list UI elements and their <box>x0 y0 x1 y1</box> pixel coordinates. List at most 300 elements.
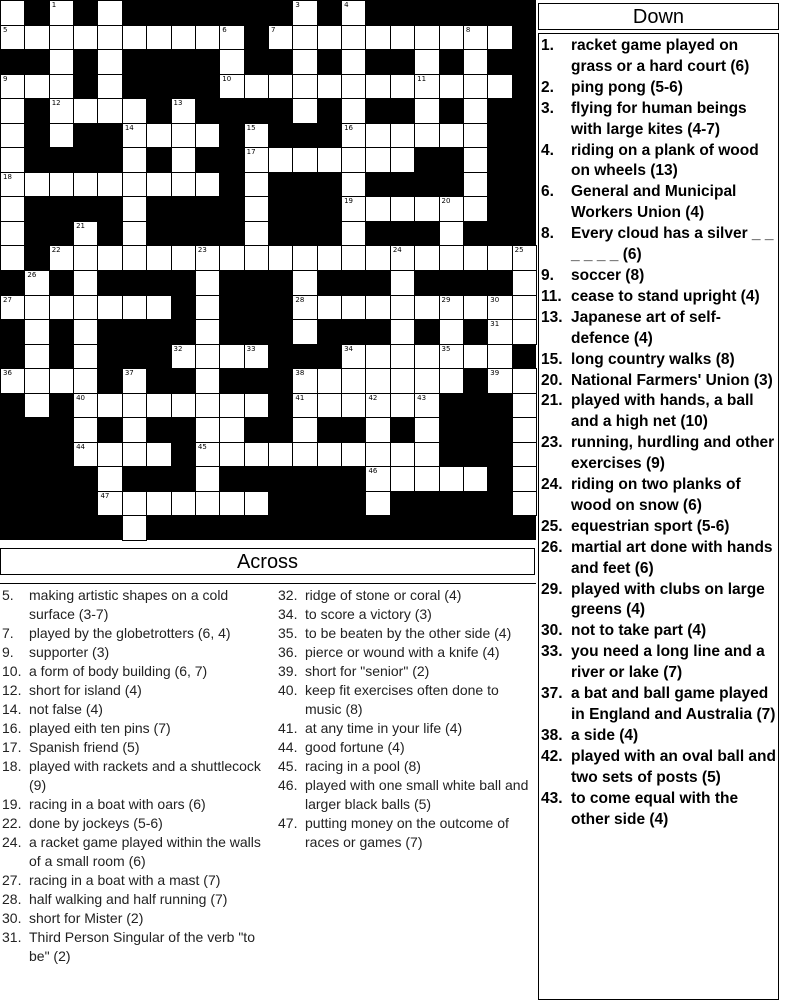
crossword-cell[interactable] <box>73 417 98 443</box>
crossword-grid <box>0 0 536 540</box>
crossword-cell[interactable] <box>49 368 74 394</box>
crossword-cell[interactable] <box>439 466 464 492</box>
clue-number: 38 <box>295 369 305 378</box>
crossword-cell[interactable] <box>341 442 366 468</box>
crossword-cell[interactable] <box>390 74 415 100</box>
clue-item <box>2 719 272 738</box>
crossword-cell[interactable] <box>122 98 147 124</box>
crossword-cell[interactable] <box>317 245 342 271</box>
crossword-cell[interactable] <box>365 344 390 370</box>
crossword-cell[interactable] <box>244 491 269 517</box>
crossword-cell[interactable] <box>219 417 244 443</box>
crossword-cell[interactable] <box>195 466 220 492</box>
crossword-cell[interactable] <box>171 98 196 124</box>
crossword-cell[interactable] <box>512 319 537 345</box>
crossword-cell[interactable] <box>414 466 439 492</box>
crossword-cell[interactable] <box>122 123 147 149</box>
crossword-cell[interactable] <box>512 270 537 296</box>
crossword-cell[interactable] <box>390 466 415 492</box>
crossword-cell[interactable] <box>292 393 317 419</box>
crossword-cell[interactable] <box>219 491 244 517</box>
crossword-cell[interactable] <box>122 295 147 321</box>
clue-item <box>278 681 534 719</box>
clue-item <box>278 643 534 662</box>
crossword-cell[interactable] <box>487 368 512 394</box>
crossword-cell[interactable] <box>24 393 49 419</box>
crossword-cell[interactable] <box>292 147 317 173</box>
crossword-cell[interactable] <box>24 172 49 198</box>
crossword-cell[interactable] <box>414 393 439 419</box>
crossword-cell[interactable] <box>341 123 366 149</box>
crossword-cell[interactable] <box>195 295 220 321</box>
clue-number-label: 33. <box>541 643 563 661</box>
crossword-cell[interactable] <box>219 49 244 75</box>
crossword-cell[interactable] <box>414 74 439 100</box>
crossword-cell[interactable] <box>365 245 390 271</box>
crossword-cell[interactable] <box>97 466 122 492</box>
crossword-cell[interactable] <box>439 74 464 100</box>
crossword-cell[interactable] <box>73 442 98 468</box>
clue-text: played by the globetrotters (6, 4) <box>29 625 231 641</box>
clue-text: racing in a pool (8) <box>305 758 421 774</box>
crossword-cell[interactable] <box>73 270 98 296</box>
crossword-cell[interactable] <box>463 74 488 100</box>
crossword-cell[interactable] <box>219 442 244 468</box>
crossword-cell[interactable] <box>122 147 147 173</box>
crossword-cell[interactable] <box>244 245 269 271</box>
crossword-cell[interactable] <box>171 172 196 198</box>
crossword-cell[interactable] <box>73 25 98 51</box>
crossword-cell[interactable] <box>0 98 25 124</box>
crossword-cell[interactable] <box>24 368 49 394</box>
crossword-cell[interactable] <box>292 368 317 394</box>
crossword-cell[interactable] <box>341 295 366 321</box>
clue-number-label: 6. <box>541 183 554 201</box>
clue-text: running, hurdling and other exercises (9) <box>571 434 775 473</box>
crossword-cell[interactable] <box>292 25 317 51</box>
crossword-cell[interactable] <box>317 368 342 394</box>
crossword-cell[interactable] <box>244 393 269 419</box>
crossword-cell[interactable] <box>219 393 244 419</box>
crossword-cell[interactable] <box>244 74 269 100</box>
crossword-cell[interactable] <box>414 442 439 468</box>
crossword-cell[interactable] <box>73 295 98 321</box>
crossword-cell[interactable] <box>439 368 464 394</box>
crossword-cell[interactable] <box>292 417 317 443</box>
clue-number-label: 13. <box>541 308 563 326</box>
clue-text: ridge of stone or coral (4) <box>305 587 462 603</box>
crossword-cell[interactable] <box>146 442 171 468</box>
crossword-cell[interactable] <box>0 221 25 247</box>
crossword-cell[interactable] <box>292 0 317 26</box>
crossword-cell[interactable] <box>49 49 74 75</box>
crossword-cell[interactable] <box>73 319 98 345</box>
crossword-cell[interactable] <box>292 319 317 345</box>
crossword-cell[interactable] <box>341 196 366 222</box>
crossword-cell[interactable] <box>512 393 537 419</box>
crossword-cell[interactable] <box>0 74 25 100</box>
crossword-cell[interactable] <box>122 368 147 394</box>
clue-text: to come equal with the other side (4) <box>571 789 739 828</box>
crossword-cell[interactable] <box>49 98 74 124</box>
crossword-cell[interactable] <box>0 196 25 222</box>
crossword-cell[interactable] <box>97 49 122 75</box>
crossword-cell[interactable] <box>390 319 415 345</box>
crossword-cell[interactable] <box>122 196 147 222</box>
crossword-cell[interactable] <box>219 245 244 271</box>
crossword-cell[interactable] <box>171 123 196 149</box>
clue-number: 1 <box>51 1 57 9</box>
crossword-cell[interactable] <box>463 466 488 492</box>
crossword-cell[interactable] <box>414 245 439 271</box>
crossword-cell[interactable] <box>414 25 439 51</box>
crossword-cell[interactable] <box>341 98 366 124</box>
crossword-cell[interactable] <box>195 491 220 517</box>
crossword-cell[interactable] <box>122 221 147 247</box>
crossword-cell[interactable] <box>390 393 415 419</box>
crossword-cell[interactable] <box>244 123 269 149</box>
clue-number: 34 <box>344 344 353 353</box>
crossword-cell[interactable] <box>0 368 25 394</box>
crossword-cell[interactable] <box>268 442 293 468</box>
crossword-cell[interactable] <box>292 49 317 75</box>
crossword-cell[interactable] <box>0 0 25 26</box>
crossword-cell[interactable] <box>219 25 244 51</box>
crossword-cell[interactable] <box>97 74 122 100</box>
crossword-cell[interactable] <box>365 147 390 173</box>
crossword-cell[interactable] <box>24 319 49 345</box>
crossword-cell[interactable] <box>73 245 98 271</box>
crossword-cell[interactable] <box>0 295 25 321</box>
crossword-cell[interactable] <box>414 344 439 370</box>
crossword-cell[interactable] <box>439 245 464 271</box>
clue-number-label: 14. <box>2 701 22 717</box>
across-clue-list-right <box>278 586 534 852</box>
clue-item <box>541 475 777 517</box>
clue-item <box>278 624 534 643</box>
crossword-cell[interactable] <box>463 344 488 370</box>
crossword-cell[interactable] <box>463 172 488 198</box>
crossword-cell[interactable] <box>219 344 244 370</box>
crossword-cell[interactable] <box>463 49 488 75</box>
clue-item <box>2 700 272 719</box>
crossword-cell[interactable] <box>73 393 98 419</box>
crossword-cell[interactable] <box>244 172 269 198</box>
crossword-cell[interactable] <box>122 245 147 271</box>
crossword-cell[interactable] <box>439 25 464 51</box>
crossword-cell[interactable] <box>0 123 25 149</box>
crossword-cell[interactable] <box>195 319 220 345</box>
crossword-cell[interactable] <box>244 442 269 468</box>
crossword-cell[interactable] <box>414 49 439 75</box>
clue-number-label: 1. <box>541 37 554 54</box>
crossword-cell[interactable] <box>317 25 342 51</box>
crossword-cell[interactable] <box>244 147 269 173</box>
crossword-cell[interactable] <box>49 295 74 321</box>
crossword-cell[interactable] <box>341 172 366 198</box>
crossword-cell[interactable] <box>73 172 98 198</box>
crossword-cell[interactable] <box>171 25 196 51</box>
clue-number: 15 <box>246 123 256 132</box>
crossword-cell[interactable] <box>365 442 390 468</box>
crossword-cell[interactable] <box>268 74 293 100</box>
crossword-cell[interactable] <box>97 442 122 468</box>
crossword-cell[interactable] <box>390 245 415 271</box>
crossword-cell[interactable] <box>195 270 220 296</box>
crossword-cell[interactable] <box>122 515 147 541</box>
crossword-cell[interactable] <box>487 344 512 370</box>
crossword-cell[interactable] <box>49 25 74 51</box>
crossword-cell[interactable] <box>487 245 512 271</box>
crossword-cell[interactable] <box>390 270 415 296</box>
crossword-cell[interactable] <box>146 393 171 419</box>
clue-number-label: 18. <box>2 758 22 774</box>
crossword-cell[interactable] <box>146 123 171 149</box>
crossword-cell[interactable] <box>463 123 488 149</box>
crossword-cell[interactable] <box>365 295 390 321</box>
clue-number-label: 42. <box>541 747 563 765</box>
crossword-cell[interactable] <box>414 368 439 394</box>
crossword-cell[interactable] <box>244 344 269 370</box>
crossword-cell[interactable] <box>146 172 171 198</box>
crossword-cell[interactable] <box>97 245 122 271</box>
crossword-cell[interactable] <box>146 491 171 517</box>
crossword-cell[interactable] <box>390 147 415 173</box>
clue-number: 45 <box>197 442 207 451</box>
clue-text: equestrian sport (5-6) <box>571 517 730 535</box>
crossword-cell[interactable] <box>487 319 512 345</box>
crossword-cell[interactable] <box>341 25 366 51</box>
crossword-cell[interactable] <box>292 98 317 124</box>
crossword-cell[interactable] <box>244 196 269 222</box>
crossword-cell[interactable] <box>317 295 342 321</box>
crossword-cell[interactable] <box>439 221 464 247</box>
clue-number: 12 <box>51 99 61 108</box>
crossword-cell[interactable] <box>195 123 220 149</box>
clue-number-label: 44. <box>278 739 298 755</box>
crossword-cell[interactable] <box>97 295 122 321</box>
crossword-cell[interactable] <box>365 393 390 419</box>
crossword-cell[interactable] <box>195 25 220 51</box>
clue-number: 31 <box>490 320 500 329</box>
crossword-cell[interactable] <box>97 491 122 517</box>
crossword-cell[interactable] <box>73 368 98 394</box>
crossword-cell[interactable] <box>0 172 25 198</box>
crossword-cell[interactable] <box>341 393 366 419</box>
crossword-cell[interactable] <box>317 393 342 419</box>
crossword-cell[interactable] <box>463 295 488 321</box>
crossword-cell[interactable] <box>0 245 25 271</box>
crossword-cell[interactable] <box>171 147 196 173</box>
clue-number-label: 15. <box>541 350 563 368</box>
crossword-cell[interactable] <box>390 368 415 394</box>
crossword-cell[interactable] <box>195 417 220 443</box>
crossword-cell[interactable] <box>439 196 464 222</box>
clue-number: 11 <box>417 74 427 83</box>
crossword-cell[interactable] <box>317 442 342 468</box>
crossword-cell[interactable] <box>146 25 171 51</box>
crossword-cell[interactable] <box>365 74 390 100</box>
crossword-cell[interactable] <box>24 295 49 321</box>
crossword-cell[interactable] <box>24 344 49 370</box>
crossword-cell[interactable] <box>512 417 537 443</box>
crossword-cell[interactable] <box>512 442 537 468</box>
crossword-cell[interactable] <box>73 98 98 124</box>
crossword-cell[interactable] <box>365 123 390 149</box>
crossword-cell[interactable] <box>390 25 415 51</box>
crossword-cell[interactable] <box>341 49 366 75</box>
crossword-cell[interactable] <box>0 147 25 173</box>
crossword-cell[interactable] <box>341 147 366 173</box>
crossword-cell[interactable] <box>73 221 98 247</box>
crossword-cell[interactable] <box>171 491 196 517</box>
crossword-cell[interactable] <box>439 123 464 149</box>
crossword-cell[interactable] <box>390 123 415 149</box>
crossword-cell[interactable] <box>512 491 537 517</box>
crossword-cell[interactable] <box>146 245 171 271</box>
crossword-cell[interactable] <box>268 25 293 51</box>
crossword-cell[interactable] <box>244 221 269 247</box>
crossword-cell[interactable] <box>365 417 390 443</box>
clue-item <box>278 662 534 681</box>
crossword-cell[interactable] <box>49 245 74 271</box>
crossword-cell[interactable] <box>414 295 439 321</box>
crossword-cell[interactable] <box>512 368 537 394</box>
clue-text: a side (4) <box>571 726 639 744</box>
crossword-cell[interactable] <box>390 344 415 370</box>
crossword-cell[interactable] <box>463 245 488 271</box>
crossword-cell[interactable] <box>317 147 342 173</box>
clue-text: you need a long line and a river or lake (7) <box>571 643 765 682</box>
crossword-cell[interactable] <box>487 295 512 321</box>
crossword-cell[interactable] <box>365 368 390 394</box>
crossword-cell[interactable] <box>512 295 537 321</box>
crossword-cell[interactable] <box>341 74 366 100</box>
crossword-cell[interactable] <box>49 74 74 100</box>
crossword-cell[interactable] <box>463 25 488 51</box>
crossword-cell[interactable] <box>146 295 171 321</box>
crossword-cell[interactable] <box>171 393 196 419</box>
crossword-cell[interactable] <box>390 295 415 321</box>
crossword-cell[interactable] <box>122 172 147 198</box>
crossword-cell[interactable] <box>97 393 122 419</box>
crossword-cell[interactable] <box>122 393 147 419</box>
crossword-cell[interactable] <box>122 25 147 51</box>
crossword-cell[interactable] <box>268 147 293 173</box>
crossword-cell[interactable] <box>24 25 49 51</box>
crossword-cell[interactable] <box>463 98 488 124</box>
crossword-cell[interactable] <box>487 25 512 51</box>
crossword-cell[interactable] <box>292 245 317 271</box>
crossword-cell[interactable] <box>292 442 317 468</box>
crossword-cell[interactable] <box>292 270 317 296</box>
crossword-cell[interactable] <box>73 344 98 370</box>
crossword-cell[interactable] <box>365 196 390 222</box>
clue-number: 47 <box>100 491 110 500</box>
clue-item <box>541 538 777 580</box>
crossword-cell[interactable] <box>195 393 220 419</box>
crossword-cell[interactable] <box>0 25 25 51</box>
crossword-cell[interactable] <box>414 196 439 222</box>
crossword-cell[interactable] <box>414 417 439 443</box>
crossword-cell[interactable] <box>292 74 317 100</box>
crossword-cell[interactable] <box>195 245 220 271</box>
clue-item <box>541 371 777 392</box>
clue-item <box>2 586 272 624</box>
crossword-cell[interactable] <box>97 172 122 198</box>
crossword-cell[interactable] <box>341 368 366 394</box>
crossword-cell[interactable] <box>122 442 147 468</box>
crossword-cell[interactable] <box>97 98 122 124</box>
crossword-cell[interactable] <box>195 368 220 394</box>
clue-item <box>2 681 272 700</box>
crossword-cell[interactable] <box>49 172 74 198</box>
crossword-cell[interactable] <box>365 491 390 517</box>
clue-number: 41 <box>295 393 305 402</box>
crossword-cell[interactable] <box>317 74 342 100</box>
clue-text: Japanese art of self-defence (4) <box>571 308 721 347</box>
crossword-cell[interactable] <box>122 417 147 443</box>
clue-text: half walking and half running (7) <box>29 891 228 907</box>
crossword-cell[interactable] <box>24 74 49 100</box>
clue-number-label: 9. <box>541 266 554 284</box>
crossword-cell[interactable] <box>414 123 439 149</box>
crossword-cell[interactable] <box>463 196 488 222</box>
crossword-cell[interactable] <box>195 172 220 198</box>
crossword-cell[interactable] <box>414 98 439 124</box>
crossword-cell[interactable] <box>49 123 74 149</box>
crossword-cell[interactable] <box>439 295 464 321</box>
crossword-cell[interactable] <box>439 319 464 345</box>
clue-number-label: 31. <box>2 929 22 945</box>
crossword-cell[interactable] <box>195 344 220 370</box>
crossword-cell[interactable] <box>195 442 220 468</box>
crossword-cell[interactable] <box>365 25 390 51</box>
clue-item <box>2 890 272 909</box>
crossword-cell[interactable] <box>341 0 366 26</box>
clue-item <box>541 266 777 287</box>
crossword-cell[interactable] <box>219 74 244 100</box>
clue-number-label: 35. <box>278 625 298 641</box>
crossword-cell[interactable] <box>49 0 74 26</box>
crossword-cell[interactable] <box>365 466 390 492</box>
crossword-cell[interactable] <box>171 245 196 271</box>
crossword-cell[interactable] <box>512 466 537 492</box>
crossword-cell[interactable] <box>97 25 122 51</box>
crossword-cell[interactable] <box>439 344 464 370</box>
crossword-cell[interactable] <box>171 344 196 370</box>
crossword-cell[interactable] <box>292 295 317 321</box>
crossword-cell[interactable] <box>268 245 293 271</box>
crossword-cell[interactable] <box>24 270 49 296</box>
crossword-cell[interactable] <box>390 442 415 468</box>
clue-number: 40 <box>76 393 85 402</box>
clue-number-label: 21. <box>541 392 563 410</box>
crossword-cell[interactable] <box>463 147 488 173</box>
crossword-cell[interactable] <box>341 245 366 271</box>
clue-number: 24 <box>392 246 402 255</box>
clue-text: keep fit exercises often done to music (8) <box>305 682 499 717</box>
crossword-cell[interactable] <box>122 491 147 517</box>
crossword-cell[interactable] <box>390 196 415 222</box>
clue-text: racing in a boat with oars (6) <box>29 796 206 812</box>
crossword-cell[interactable] <box>341 221 366 247</box>
crossword-cell[interactable] <box>487 74 512 100</box>
clue-number: 19 <box>344 197 353 206</box>
crossword-cell[interactable] <box>512 245 537 271</box>
crossword-cell[interactable] <box>341 344 366 370</box>
crossword-cell[interactable] <box>97 0 122 26</box>
